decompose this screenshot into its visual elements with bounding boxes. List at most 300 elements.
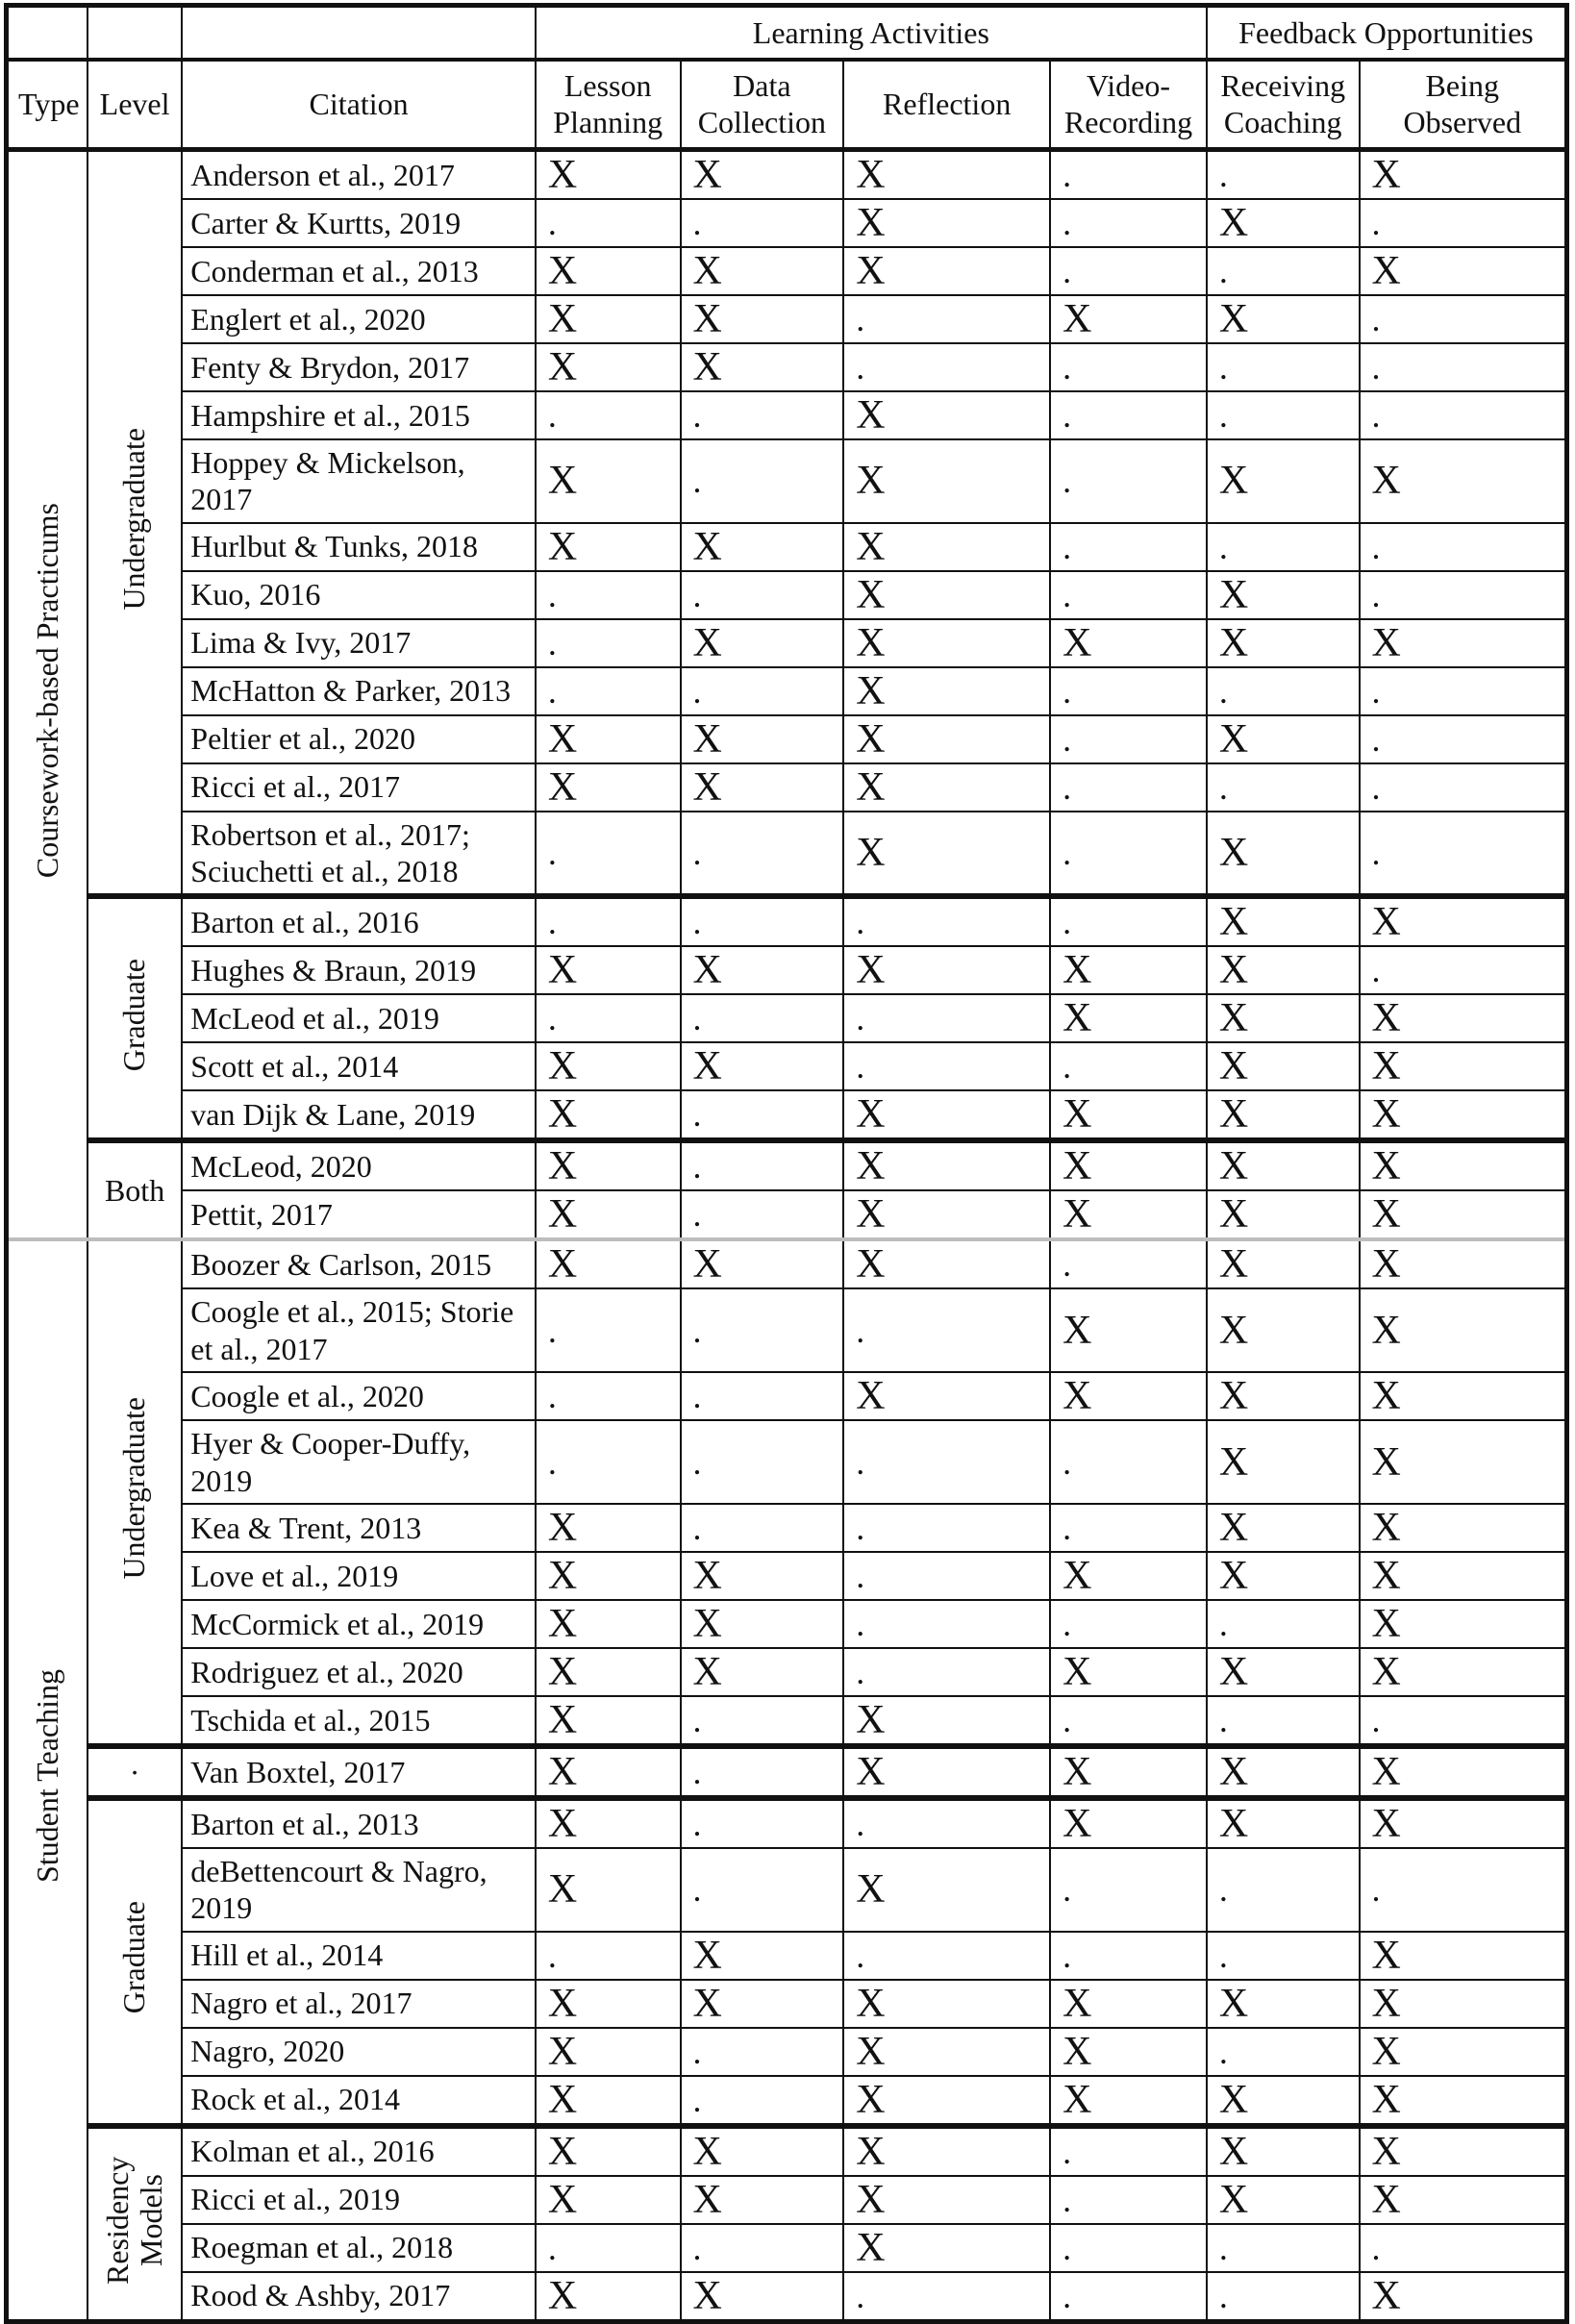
mark-cell: X bbox=[536, 1190, 681, 1239]
level-cell bbox=[88, 149, 182, 896]
mark-cell: X bbox=[1360, 994, 1567, 1042]
mark-cell: X bbox=[1050, 1980, 1207, 2028]
table-row bbox=[7, 715, 1567, 763]
citation-cell: Kuo, 2016 bbox=[182, 571, 536, 619]
header-being-observed: Being Observed bbox=[1360, 60, 1567, 149]
citation-cell: Boozer & Carlson, 2015 bbox=[182, 1239, 536, 1288]
table-row bbox=[7, 946, 1567, 994]
mark-cell: X bbox=[536, 1848, 681, 1932]
mark-cell: X bbox=[536, 946, 681, 994]
mark-cell: . bbox=[1207, 523, 1360, 571]
mark-cell: X bbox=[843, 1746, 1050, 1798]
mark-cell: . bbox=[1050, 1932, 1207, 1980]
table-row bbox=[7, 1288, 1567, 1372]
citation-cell: McCormick et al., 2019 bbox=[182, 1600, 536, 1648]
table-row bbox=[7, 1420, 1567, 1504]
mark-cell: . bbox=[1050, 667, 1207, 715]
mark-cell: . bbox=[1360, 1848, 1567, 1932]
mark-cell: X bbox=[536, 247, 681, 295]
mark-cell: . bbox=[843, 1648, 1050, 1696]
mark-cell: X bbox=[1360, 896, 1567, 946]
citation-cell: Ricci et al., 2019 bbox=[182, 2176, 536, 2224]
mark-cell: . bbox=[536, 667, 681, 715]
mark-cell: X bbox=[681, 247, 844, 295]
mark-cell: X bbox=[1207, 715, 1360, 763]
table-row bbox=[7, 439, 1567, 523]
level-cell bbox=[88, 1798, 182, 2126]
mark-cell: . bbox=[1050, 199, 1207, 247]
mark-cell: X bbox=[681, 1552, 844, 1600]
mark-cell: X bbox=[1207, 1140, 1360, 1190]
citation-cell: Nagro et al., 2017 bbox=[182, 1980, 536, 2028]
mark-cell: X bbox=[1050, 295, 1207, 343]
mark-cell: X bbox=[843, 1090, 1050, 1140]
mark-cell: . bbox=[1207, 1600, 1360, 1648]
header-column-row bbox=[7, 60, 1567, 149]
mark-cell: X bbox=[843, 571, 1050, 619]
mark-cell: X bbox=[536, 1239, 681, 1288]
citation-cell: Rock et al., 2014 bbox=[182, 2076, 536, 2126]
header-spacer-citation bbox=[182, 6, 536, 61]
mark-cell: X bbox=[1050, 946, 1207, 994]
mark-cell: X bbox=[1360, 1420, 1567, 1504]
mark-cell: X bbox=[1207, 1190, 1360, 1239]
citation-cell: Nagro, 2020 bbox=[182, 2028, 536, 2076]
mark-cell: X bbox=[1360, 619, 1567, 667]
mark-cell: X bbox=[843, 1848, 1050, 1932]
mark-cell: X bbox=[1050, 1190, 1207, 1239]
table-row bbox=[7, 667, 1567, 715]
level-cell bbox=[88, 1239, 182, 1746]
mark-cell: . bbox=[1360, 763, 1567, 812]
mark-cell: . bbox=[1050, 763, 1207, 812]
mark-cell: . bbox=[1207, 149, 1360, 199]
header-data-collection: Data Collection bbox=[681, 60, 844, 149]
mark-cell: . bbox=[1050, 523, 1207, 571]
level-cell bbox=[88, 896, 182, 1140]
mark-cell: . bbox=[1050, 439, 1207, 523]
mark-cell: . bbox=[681, 571, 844, 619]
mark-cell: X bbox=[843, 523, 1050, 571]
mark-cell: . bbox=[843, 896, 1050, 946]
mark-cell: X bbox=[1360, 1372, 1567, 1420]
mark-cell: X bbox=[681, 2176, 844, 2224]
mark-cell: . bbox=[681, 1848, 844, 1932]
table-row bbox=[7, 763, 1567, 812]
mark-cell: . bbox=[1360, 199, 1567, 247]
mark-cell: X bbox=[1050, 1552, 1207, 1600]
citation-cell: Carter & Kurtts, 2019 bbox=[182, 199, 536, 247]
mark-cell: . bbox=[1360, 2224, 1567, 2272]
mark-cell: . bbox=[1360, 571, 1567, 619]
table-row bbox=[7, 2224, 1567, 2272]
mark-cell: . bbox=[1207, 247, 1360, 295]
mark-cell: . bbox=[1050, 1239, 1207, 1288]
mark-cell: X bbox=[1050, 1090, 1207, 1140]
mark-cell: X bbox=[1207, 1552, 1360, 1600]
mark-cell: . bbox=[681, 667, 844, 715]
citation-cell: Love et al., 2019 bbox=[182, 1552, 536, 1600]
table-row bbox=[7, 2272, 1567, 2322]
mark-cell: . bbox=[1050, 2224, 1207, 2272]
table-row bbox=[7, 1932, 1567, 1980]
citation-cell: Lima & Ivy, 2017 bbox=[182, 619, 536, 667]
mark-cell: X bbox=[1360, 2076, 1567, 2126]
mark-cell: . bbox=[1050, 1042, 1207, 1090]
citation-cell: Coogle et al., 2015; Storie et al., 2017 bbox=[182, 1288, 536, 1372]
mark-cell: . bbox=[1360, 812, 1567, 897]
mark-cell: X bbox=[1050, 1288, 1207, 1372]
mark-cell: X bbox=[1360, 1648, 1567, 1696]
mark-cell: . bbox=[536, 896, 681, 946]
mark-cell: X bbox=[1207, 1042, 1360, 1090]
mark-cell: X bbox=[1360, 2176, 1567, 2224]
level-label: · bbox=[129, 1754, 140, 1789]
citation-cell: Hampshire et al., 2015 bbox=[182, 391, 536, 439]
mark-cell: . bbox=[1050, 391, 1207, 439]
mark-cell: X bbox=[843, 2224, 1050, 2272]
mark-cell: . bbox=[681, 812, 844, 897]
table-row bbox=[7, 1980, 1567, 2028]
mark-cell: . bbox=[843, 1042, 1050, 1090]
mark-cell: X bbox=[681, 2126, 844, 2176]
mark-cell: . bbox=[1050, 1600, 1207, 1648]
level-label: Undergraduate bbox=[116, 427, 152, 611]
mark-cell: X bbox=[843, 812, 1050, 897]
mark-cell: X bbox=[843, 946, 1050, 994]
mark-cell: . bbox=[1050, 812, 1207, 897]
table-row bbox=[7, 149, 1567, 199]
mark-cell: X bbox=[843, 2176, 1050, 2224]
mark-cell: X bbox=[1207, 571, 1360, 619]
mark-cell: . bbox=[536, 1932, 681, 1980]
mark-cell: X bbox=[536, 343, 681, 391]
mark-cell: X bbox=[681, 343, 844, 391]
table-row bbox=[7, 619, 1567, 667]
header-receiving-coaching: Receiving Coaching bbox=[1207, 60, 1360, 149]
mark-cell: X bbox=[536, 523, 681, 571]
mark-cell: . bbox=[843, 343, 1050, 391]
mark-cell: X bbox=[536, 2126, 681, 2176]
mark-cell: X bbox=[1360, 1746, 1567, 1798]
table-body bbox=[7, 149, 1567, 2321]
mark-cell: X bbox=[1050, 2028, 1207, 2076]
mark-cell: X bbox=[681, 2272, 844, 2322]
mark-cell: X bbox=[536, 1552, 681, 1600]
mark-cell: X bbox=[1360, 1932, 1567, 1980]
mark-cell: . bbox=[681, 1798, 844, 1848]
mark-cell: X bbox=[1360, 1090, 1567, 1140]
header-lesson-planning: Lesson Planning bbox=[536, 60, 681, 149]
citation-cell: Coogle et al., 2020 bbox=[182, 1372, 536, 1420]
table-row bbox=[7, 1190, 1567, 1239]
mark-cell: . bbox=[1360, 715, 1567, 763]
mark-cell: . bbox=[1207, 2272, 1360, 2322]
mark-cell: . bbox=[1050, 247, 1207, 295]
citation-cell: Rood & Ashby, 2017 bbox=[182, 2272, 536, 2322]
mark-cell: . bbox=[843, 994, 1050, 1042]
mark-cell: . bbox=[1050, 896, 1207, 946]
table-row bbox=[7, 247, 1567, 295]
mark-cell: X bbox=[1360, 1980, 1567, 2028]
citation-cell: Pettit, 2017 bbox=[182, 1190, 536, 1239]
citation-cell: Kea & Trent, 2013 bbox=[182, 1504, 536, 1552]
mark-cell: X bbox=[1360, 1552, 1567, 1600]
table-row bbox=[7, 523, 1567, 571]
mark-cell: . bbox=[681, 2028, 844, 2076]
table-row bbox=[7, 1746, 1567, 1798]
citation-cell: McLeod, 2020 bbox=[182, 1140, 536, 1190]
table-row bbox=[7, 994, 1567, 1042]
mark-cell: . bbox=[1360, 667, 1567, 715]
citation-cell: Hurlbut & Tunks, 2018 bbox=[182, 523, 536, 571]
table-row bbox=[7, 896, 1567, 946]
mark-cell: X bbox=[1360, 2272, 1567, 2322]
mark-cell: . bbox=[1050, 715, 1207, 763]
mark-cell: X bbox=[681, 619, 844, 667]
mark-cell: X bbox=[1050, 2076, 1207, 2126]
mark-cell: . bbox=[1207, 343, 1360, 391]
mark-cell: X bbox=[536, 295, 681, 343]
mark-cell: X bbox=[843, 199, 1050, 247]
mark-cell: X bbox=[843, 2126, 1050, 2176]
level-label: Residency Models bbox=[99, 2155, 169, 2285]
mark-cell: . bbox=[843, 1504, 1050, 1552]
mark-cell: . bbox=[681, 391, 844, 439]
mark-cell: X bbox=[1050, 619, 1207, 667]
mark-cell: X bbox=[681, 946, 844, 994]
mark-cell: X bbox=[843, 1140, 1050, 1190]
mark-cell: X bbox=[536, 1696, 681, 1746]
citation-cell: Peltier et al., 2020 bbox=[182, 715, 536, 763]
header-video-recording: Video-Recording bbox=[1050, 60, 1207, 149]
mark-cell: . bbox=[681, 439, 844, 523]
mark-cell: X bbox=[1050, 1372, 1207, 1420]
mark-cell: . bbox=[1207, 1696, 1360, 1746]
mark-cell: X bbox=[1207, 2076, 1360, 2126]
mark-cell: X bbox=[1360, 1140, 1567, 1190]
table-row bbox=[7, 343, 1567, 391]
mark-cell: . bbox=[1360, 295, 1567, 343]
level-cell bbox=[88, 2126, 182, 2322]
citation-cell: Roegman et al., 2018 bbox=[182, 2224, 536, 2272]
mark-cell: X bbox=[1207, 1372, 1360, 1420]
mark-cell: . bbox=[843, 1932, 1050, 1980]
mark-cell: . bbox=[536, 571, 681, 619]
mark-cell: X bbox=[1360, 1042, 1567, 1090]
mark-cell: . bbox=[1050, 149, 1207, 199]
mark-cell: X bbox=[536, 763, 681, 812]
citation-cell: Hyer & Cooper-Duffy, 2019 bbox=[182, 1420, 536, 1504]
mark-cell: X bbox=[1050, 1798, 1207, 1848]
mark-cell: . bbox=[681, 1140, 844, 1190]
mark-cell: X bbox=[1360, 1798, 1567, 1848]
mark-cell: X bbox=[1207, 439, 1360, 523]
mark-cell: . bbox=[681, 2076, 844, 2126]
level-label: Graduate bbox=[116, 958, 152, 1071]
header-reflection: Reflection bbox=[843, 60, 1050, 149]
mark-cell: X bbox=[681, 1042, 844, 1090]
mark-cell: X bbox=[536, 1980, 681, 2028]
citation-cell: Conderman et al., 2013 bbox=[182, 247, 536, 295]
mark-cell: . bbox=[681, 1288, 844, 1372]
mark-cell: X bbox=[1207, 2176, 1360, 2224]
mark-cell: X bbox=[536, 1042, 681, 1090]
table-row bbox=[7, 2176, 1567, 2224]
table-row bbox=[7, 1504, 1567, 1552]
citation-cell: Barton et al., 2013 bbox=[182, 1798, 536, 1848]
citation-cell: Ricci et al., 2017 bbox=[182, 763, 536, 812]
table-row bbox=[7, 1600, 1567, 1648]
mark-cell: . bbox=[681, 1090, 844, 1140]
mark-cell: X bbox=[536, 149, 681, 199]
mark-cell: . bbox=[681, 994, 844, 1042]
mark-cell: . bbox=[843, 295, 1050, 343]
mark-cell: . bbox=[1360, 343, 1567, 391]
mark-cell: . bbox=[1050, 343, 1207, 391]
mark-cell: . bbox=[1050, 1504, 1207, 1552]
table-row bbox=[7, 2076, 1567, 2126]
table-row bbox=[7, 1090, 1567, 1140]
table-row bbox=[7, 1140, 1567, 1190]
table-row bbox=[7, 1372, 1567, 1420]
header-spacer-type bbox=[7, 6, 88, 61]
mark-cell: X bbox=[1207, 619, 1360, 667]
mark-cell: X bbox=[1207, 1090, 1360, 1140]
type-cell bbox=[7, 149, 88, 1239]
mark-cell: X bbox=[681, 1600, 844, 1648]
citation-cell: Kolman et al., 2016 bbox=[182, 2126, 536, 2176]
mark-cell: X bbox=[1207, 946, 1360, 994]
mark-cell: X bbox=[536, 439, 681, 523]
mark-cell: X bbox=[681, 1932, 844, 1980]
mark-cell: . bbox=[1207, 2224, 1360, 2272]
table-row bbox=[7, 1648, 1567, 1696]
mark-cell: . bbox=[536, 1420, 681, 1504]
header-type: Type bbox=[7, 60, 88, 149]
table-row bbox=[7, 1798, 1567, 1848]
mark-cell: X bbox=[1207, 1239, 1360, 1288]
table-row bbox=[7, 199, 1567, 247]
mark-cell: X bbox=[1360, 439, 1567, 523]
header-spacer-level bbox=[88, 6, 182, 61]
level-label: Graduate bbox=[116, 1901, 152, 2014]
mark-cell: X bbox=[843, 715, 1050, 763]
table-row bbox=[7, 571, 1567, 619]
citation-cell: van Dijk & Lane, 2019 bbox=[182, 1090, 536, 1140]
mark-cell: . bbox=[681, 1746, 844, 1798]
mark-cell: X bbox=[843, 619, 1050, 667]
header-level: Level bbox=[88, 60, 182, 149]
mark-cell: X bbox=[843, 439, 1050, 523]
mark-cell: . bbox=[843, 1552, 1050, 1600]
mark-cell: . bbox=[681, 2224, 844, 2272]
mark-cell: X bbox=[1207, 1746, 1360, 1798]
mark-cell: . bbox=[1207, 2028, 1360, 2076]
level-label: Both bbox=[104, 1173, 165, 1209]
citation-cell: Rodriguez et al., 2020 bbox=[182, 1648, 536, 1696]
mark-cell: . bbox=[681, 1504, 844, 1552]
mark-cell: X bbox=[536, 715, 681, 763]
mark-cell: X bbox=[1207, 994, 1360, 1042]
mark-cell: X bbox=[681, 1648, 844, 1696]
mark-cell: X bbox=[1050, 1140, 1207, 1190]
mark-cell: . bbox=[1207, 391, 1360, 439]
mark-cell: X bbox=[843, 149, 1050, 199]
mark-cell: X bbox=[536, 2076, 681, 2126]
mark-cell: . bbox=[843, 1288, 1050, 1372]
mark-cell: X bbox=[536, 1798, 681, 1848]
citation-cell: Scott et al., 2014 bbox=[182, 1042, 536, 1090]
level-cell bbox=[88, 1746, 182, 1798]
table-row bbox=[7, 295, 1567, 343]
mark-cell: X bbox=[1207, 1648, 1360, 1696]
citation-cell: Barton et al., 2016 bbox=[182, 896, 536, 946]
mark-cell: . bbox=[681, 1420, 844, 1504]
mark-cell: X bbox=[843, 391, 1050, 439]
header-group-row bbox=[7, 6, 1567, 61]
mark-cell: X bbox=[536, 1504, 681, 1552]
mark-cell: . bbox=[1050, 1848, 1207, 1932]
mark-cell: X bbox=[1207, 1798, 1360, 1848]
mark-cell: . bbox=[681, 199, 844, 247]
table-row bbox=[7, 1696, 1567, 1746]
table-row bbox=[7, 1848, 1567, 1932]
mark-cell: . bbox=[536, 619, 681, 667]
mark-cell: X bbox=[1360, 149, 1567, 199]
mark-cell: X bbox=[843, 1190, 1050, 1239]
mark-cell: X bbox=[1207, 2126, 1360, 2176]
mark-cell: . bbox=[1360, 523, 1567, 571]
mark-cell: X bbox=[843, 763, 1050, 812]
mark-cell: . bbox=[536, 391, 681, 439]
mark-cell: X bbox=[1050, 1648, 1207, 1696]
mark-cell: X bbox=[536, 1140, 681, 1190]
mark-cell: . bbox=[1050, 1696, 1207, 1746]
level-label: Undergraduate bbox=[116, 1397, 152, 1580]
mark-cell: X bbox=[843, 2028, 1050, 2076]
mark-cell: . bbox=[536, 199, 681, 247]
mark-cell: X bbox=[681, 523, 844, 571]
mark-cell: X bbox=[681, 1239, 844, 1288]
mark-cell: . bbox=[536, 1288, 681, 1372]
citation-cell: Van Boxtel, 2017 bbox=[182, 1746, 536, 1798]
mark-cell: . bbox=[1050, 571, 1207, 619]
mark-cell: . bbox=[1207, 1932, 1360, 1980]
mark-cell: X bbox=[843, 667, 1050, 715]
citation-cell: McLeod et al., 2019 bbox=[182, 994, 536, 1042]
citation-cell: McHatton & Parker, 2013 bbox=[182, 667, 536, 715]
study-activity-matrix-table bbox=[4, 3, 1569, 2324]
mark-cell: . bbox=[1360, 1696, 1567, 1746]
mark-cell: X bbox=[843, 1372, 1050, 1420]
mark-cell: . bbox=[536, 2224, 681, 2272]
mark-cell: X bbox=[536, 1746, 681, 1798]
mark-cell: . bbox=[1050, 2176, 1207, 2224]
mark-cell: X bbox=[1207, 1420, 1360, 1504]
mark-cell: X bbox=[681, 295, 844, 343]
mark-cell: X bbox=[1050, 1746, 1207, 1798]
mark-cell: . bbox=[843, 1420, 1050, 1504]
mark-cell: . bbox=[1050, 2272, 1207, 2322]
header-group-feedback-opportunities: Feedback Opportunities bbox=[1207, 6, 1567, 61]
table-row bbox=[7, 391, 1567, 439]
mark-cell: . bbox=[1207, 667, 1360, 715]
header-citation: Citation bbox=[182, 60, 536, 149]
header-group-learning-activities: Learning Activities bbox=[536, 6, 1207, 61]
mark-cell: X bbox=[1207, 896, 1360, 946]
mark-cell: . bbox=[1050, 1420, 1207, 1504]
